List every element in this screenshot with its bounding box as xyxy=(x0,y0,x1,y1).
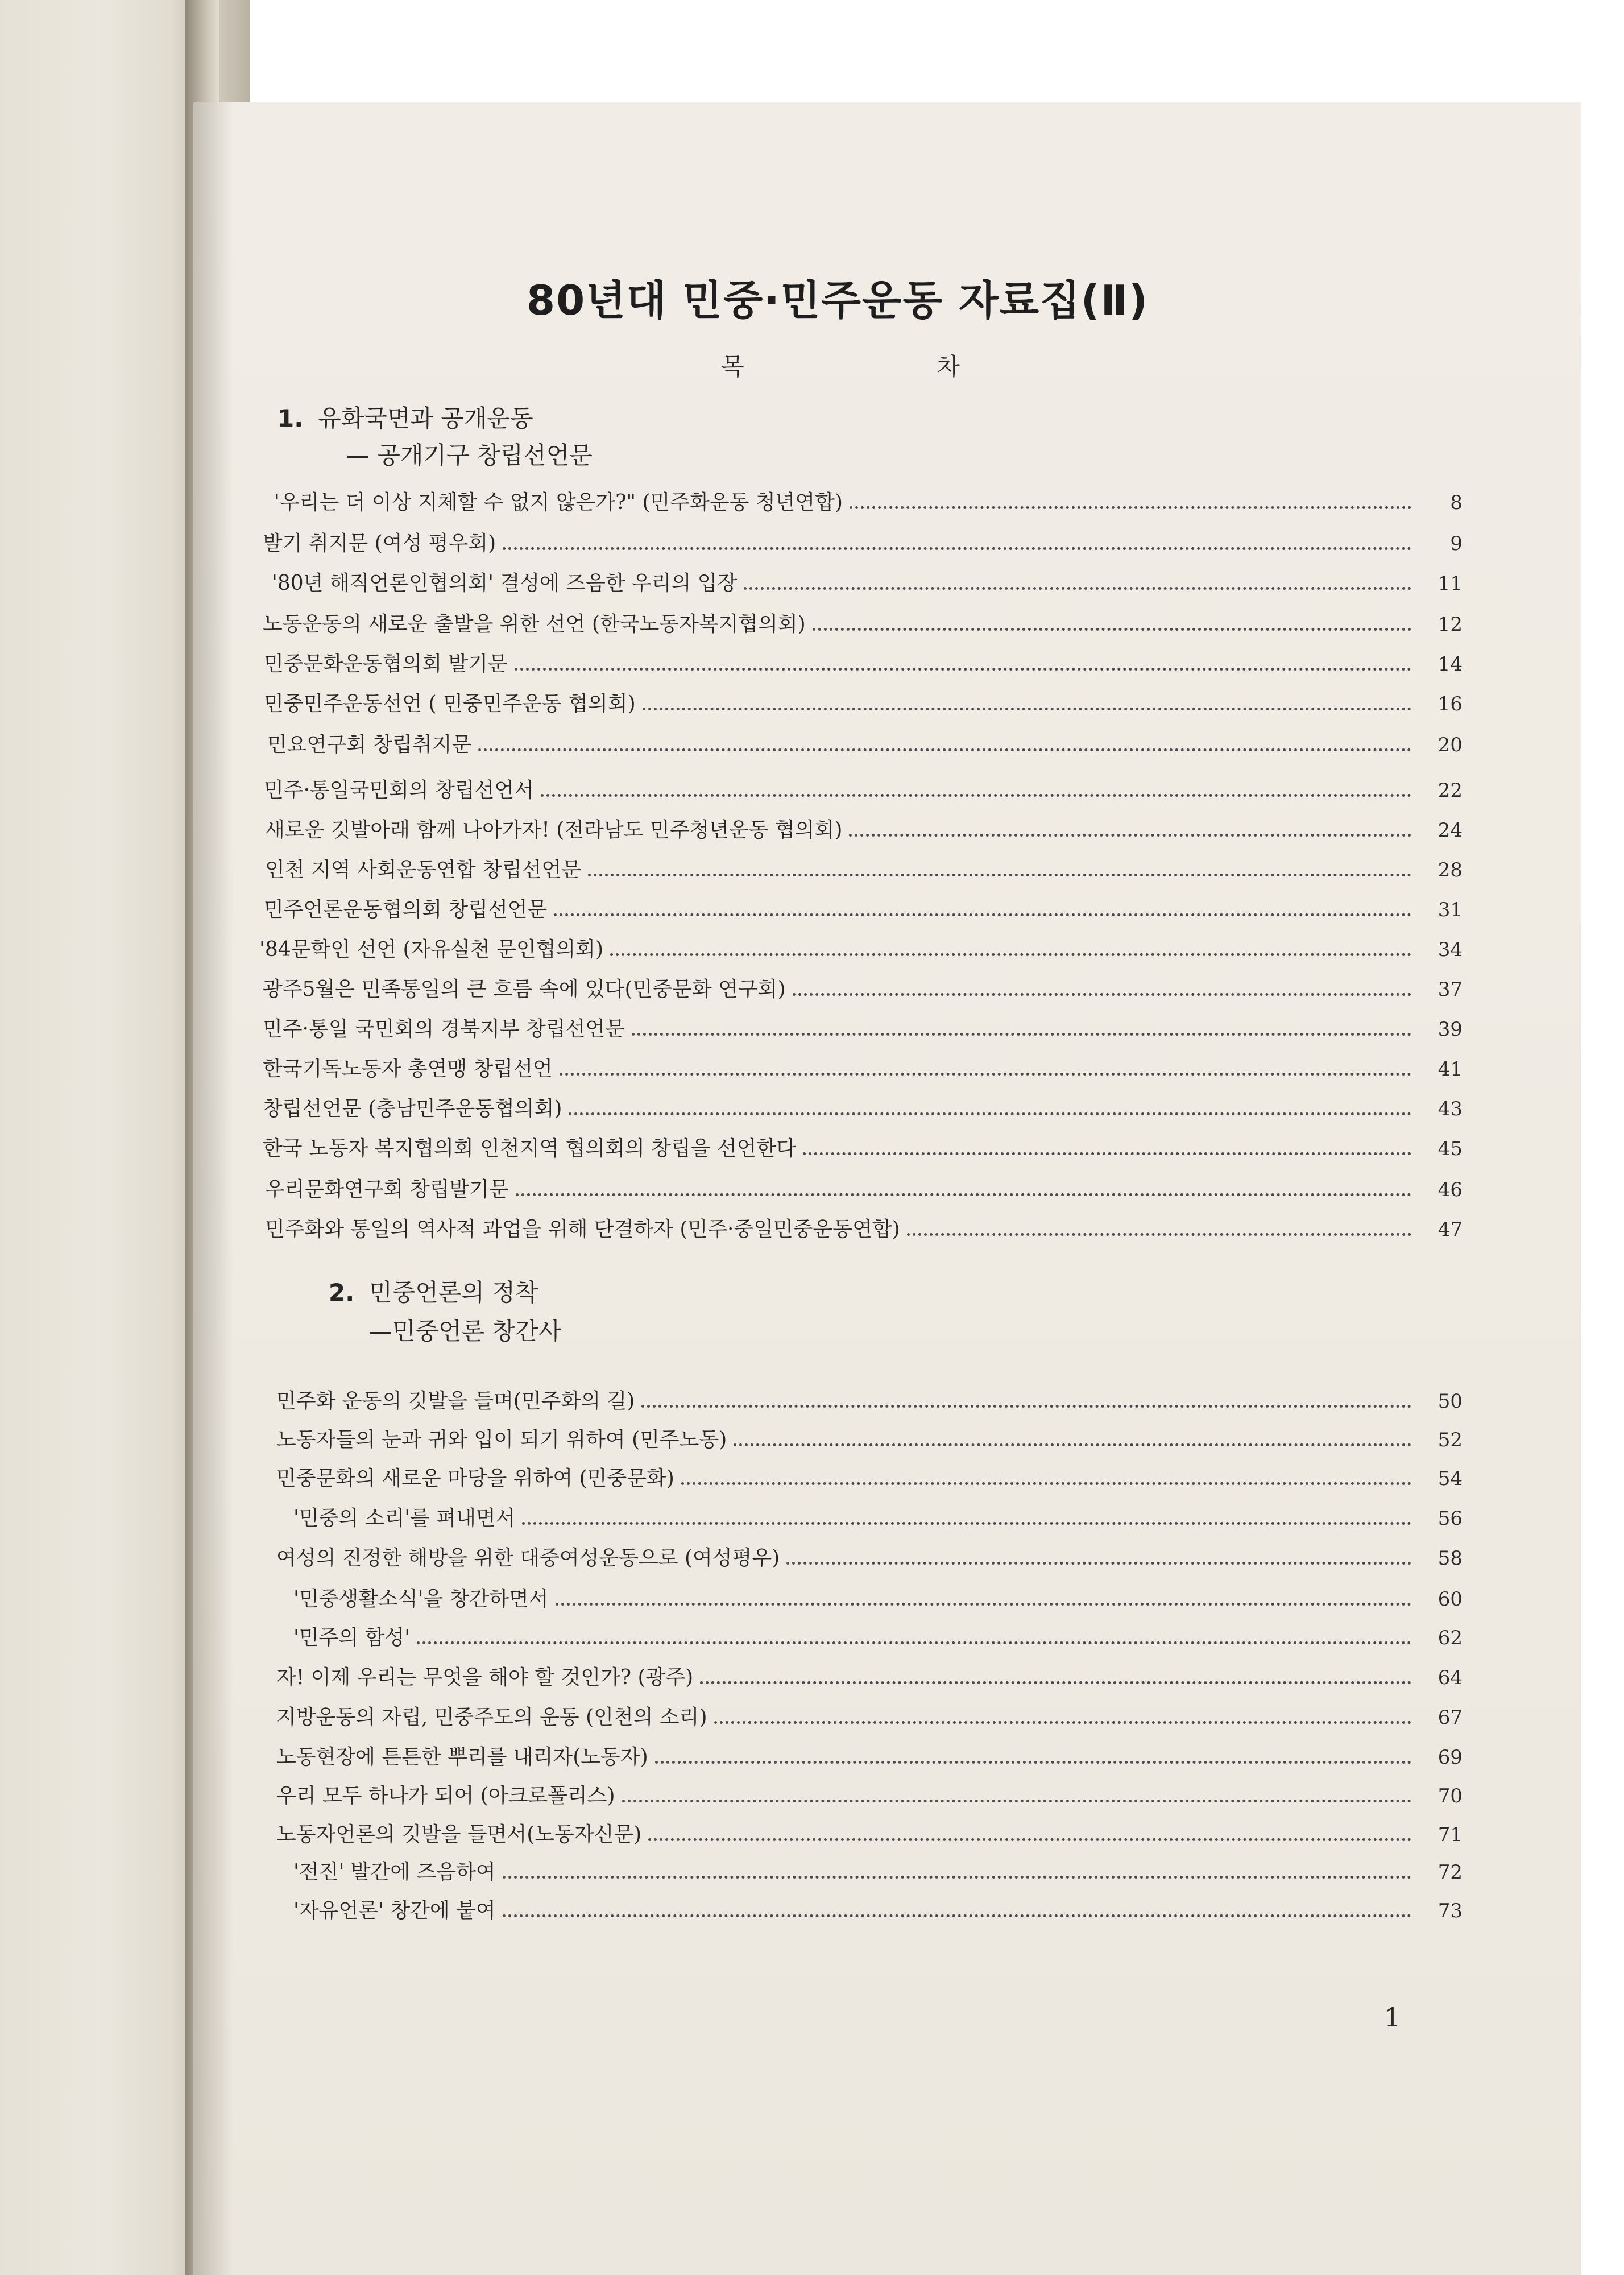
toc-entry-title: '민중생활소식'을 창간하면서 xyxy=(293,1587,549,1611)
dot-leader xyxy=(641,1405,1411,1408)
section-2-title-text: 민중언론의 정착 xyxy=(369,1279,538,1306)
toc-entry xyxy=(276,1430,1463,1450)
toc-entry-title: 우리문화연구회 창립발기문 xyxy=(265,1178,509,1201)
dot-leader xyxy=(554,913,1411,916)
toc-entry xyxy=(274,493,1463,513)
toc-entry-page: 60 xyxy=(1437,1588,1463,1611)
toc-entry xyxy=(263,1099,1463,1119)
toc-entry-title: '전진' 발간에 즈음하여 xyxy=(293,1860,496,1884)
dot-leader xyxy=(907,1233,1411,1236)
toc-entry-page: 16 xyxy=(1437,693,1463,715)
dot-leader xyxy=(541,794,1411,797)
toc-entry-title: 한국기독노동자 총연맹 창립선언 xyxy=(263,1057,553,1081)
section-2-title xyxy=(329,1274,538,1308)
toc-entry-page: 14 xyxy=(1437,653,1463,676)
dot-leader xyxy=(515,668,1411,671)
toc-entry-page: 20 xyxy=(1437,734,1463,756)
toc-entry-page: 43 xyxy=(1437,1098,1463,1120)
dot-leader xyxy=(569,1112,1411,1115)
toc-entry xyxy=(276,1391,1463,1412)
toc-entry-title: 민주·통일국민회의 창립선언서 xyxy=(264,779,534,802)
toc-entry xyxy=(276,1825,1463,1845)
dot-leader xyxy=(643,708,1411,710)
toc-entry xyxy=(263,533,1463,554)
toc-entry-page: 24 xyxy=(1437,819,1463,842)
toc-entry xyxy=(265,820,1463,841)
section-1-title xyxy=(277,400,533,434)
section-1-subtitle: — 공개기구 창립선언문 xyxy=(346,441,593,469)
page-title: 80년대 민중·민주운동 자료집(Ⅱ) xyxy=(527,276,1149,324)
dot-leader xyxy=(522,1522,1411,1525)
dot-leader xyxy=(681,1482,1411,1485)
toc-entry-title: '84문학인 선언 (자유실천 문인협의회) xyxy=(259,938,603,961)
dot-leader xyxy=(560,1073,1411,1076)
toc-entry-title: 새로운 깃발아래 함께 나아가자! (전라남도 민주청년운동 협의회) xyxy=(265,818,843,842)
toc-entry xyxy=(276,1469,1463,1489)
toc-entry-title: 우리 모두 하나가 되어 (아크로폴리스) xyxy=(276,1784,615,1807)
toc-entry-page: 11 xyxy=(1437,572,1463,595)
toc-entry-title: 민주·통일 국민회의 경북지부 창립선언문 xyxy=(263,1017,625,1041)
toc-entry-page: 72 xyxy=(1437,1861,1463,1884)
toc-heading xyxy=(721,348,960,382)
toc-entry-page: 31 xyxy=(1437,899,1463,921)
dot-leader xyxy=(503,1876,1411,1879)
page-curl-shadow xyxy=(193,102,233,2275)
dot-leader xyxy=(478,748,1411,751)
dot-leader xyxy=(417,1641,1411,1644)
dot-leader xyxy=(849,834,1411,837)
toc-entry xyxy=(265,1219,1463,1240)
dot-leader xyxy=(503,547,1411,550)
toc-entry xyxy=(293,1508,1463,1529)
toc-entry-title: 민주언론운동협의회 창립선언문 xyxy=(264,898,548,921)
toc-entry-title: 한국 노동자 복지협의회 인천지역 협의회의 창립을 선언한다 xyxy=(263,1137,797,1160)
toc-entry-page: 9 xyxy=(1450,532,1463,555)
toc-entry-page: 34 xyxy=(1437,938,1463,961)
toc-entry-page: 8 xyxy=(1450,491,1463,514)
toc-entry xyxy=(263,1139,1463,1159)
dot-leader xyxy=(803,1152,1411,1155)
toc-entry-page: 58 xyxy=(1437,1547,1463,1570)
toc-entry xyxy=(263,1059,1463,1079)
toc-entry-page: 67 xyxy=(1437,1706,1463,1729)
toc-entry xyxy=(276,1548,1463,1569)
toc-entry-page: 56 xyxy=(1437,1507,1463,1530)
toc-entry xyxy=(276,1668,1463,1688)
dot-leader xyxy=(622,1800,1411,1802)
toc-entry-page: 73 xyxy=(1437,1900,1463,1922)
toc-heading-char-2: 차 xyxy=(937,353,960,380)
toc-entry-title: 지방운동의 자립, 민중주도의 운동 (인천의 소리) xyxy=(276,1706,707,1729)
toc-entry-page: 47 xyxy=(1437,1218,1463,1241)
toc-entry xyxy=(264,694,1463,714)
dot-leader xyxy=(632,1033,1411,1036)
dot-leader xyxy=(556,1603,1411,1606)
toc-entry-title: 인천 지역 사회운동연합 창립선언문 xyxy=(265,858,581,882)
toc-heading-char-1: 목 xyxy=(721,353,744,380)
toc-entry xyxy=(267,735,1463,755)
toc-entry-page: 52 xyxy=(1437,1429,1463,1451)
toc-entry-page: 54 xyxy=(1437,1467,1463,1490)
toc-entry-title: '80년 해직언론인협의회' 결성에 즈음한 우리의 입장 xyxy=(272,572,738,595)
section-2-subtitle: —민중언론 창간사 xyxy=(368,1317,562,1345)
toc-entry-title: 민중문화운동협의회 발기문 xyxy=(264,652,508,676)
toc-entry xyxy=(276,1707,1463,1728)
toc-entry xyxy=(272,573,1463,594)
toc-entry-title: 민중문화의 새로운 마당을 위하여 (민중문화) xyxy=(276,1467,674,1490)
section-1-title-text: 유화국면과 공개운동 xyxy=(318,404,533,432)
toc-entry-page: 71 xyxy=(1437,1823,1463,1846)
toc-entry-page: 50 xyxy=(1437,1390,1463,1413)
toc-entry-title: '민주의 함성' xyxy=(293,1626,411,1649)
toc-entry xyxy=(263,1019,1463,1040)
dot-leader xyxy=(648,1838,1411,1841)
toc-entry-page: 22 xyxy=(1437,779,1463,802)
toc-entry xyxy=(293,1901,1463,1921)
toc-entry xyxy=(264,900,1463,920)
toc-entry-page: 64 xyxy=(1437,1666,1463,1689)
toc-entry xyxy=(265,1180,1463,1200)
toc-entry xyxy=(293,1589,1463,1610)
toc-entry xyxy=(276,1747,1463,1768)
toc-entry-title: 노동자들의 눈과 귀와 입이 되기 위하여 (민주노동) xyxy=(276,1428,727,1451)
dot-leader xyxy=(744,587,1411,590)
toc-entry xyxy=(293,1628,1463,1648)
toc-entry-page: 70 xyxy=(1437,1785,1463,1807)
toc-entry xyxy=(264,654,1463,675)
toc-entry-page: 12 xyxy=(1437,613,1463,636)
dot-leader xyxy=(714,1721,1412,1724)
toc-entry-title: '자유언론' 창간에 붙여 xyxy=(293,1899,496,1922)
toc-entry xyxy=(293,1862,1463,1883)
toc-entry-page: 62 xyxy=(1437,1627,1463,1649)
toc-entry xyxy=(263,614,1463,635)
toc-entry-title: 민중민주운동선언 ( 민중민주운동 협의회) xyxy=(264,692,636,715)
toc-entry-title: '민중의 소리'를 펴내면서 xyxy=(293,1507,516,1530)
dot-leader xyxy=(655,1761,1411,1764)
toc-entry-title: 민주화와 통일의 역사적 과업을 위해 단결하자 (민주·중일민중운동연합) xyxy=(265,1218,900,1241)
toc-entry-title: '우리는 더 이상 지체할 수 없지 않은가?" (민주화운동 청년연합) xyxy=(274,491,843,514)
toc-entry xyxy=(264,780,1463,801)
dot-leader xyxy=(850,506,1411,509)
toc-entry-title: 여성의 진정한 해방을 위한 대중여성운동으로 (여성평우) xyxy=(276,1546,780,1570)
toc-entry-title: 민요연구회 창립취지문 xyxy=(267,733,472,756)
dot-leader xyxy=(503,1914,1411,1917)
dot-leader xyxy=(813,628,1411,631)
toc-entry-page: 41 xyxy=(1437,1058,1463,1081)
section-1-number: 1. xyxy=(277,404,304,432)
toc-entry xyxy=(276,1786,1463,1806)
page-number: 1 xyxy=(1384,2002,1401,2033)
toc-entry-title: 자! 이제 우리는 무엇을 해야 할 것인가? (광주) xyxy=(276,1666,694,1689)
dot-leader xyxy=(516,1193,1411,1196)
toc-entry-title: 발기 취지문 (여성 평우회) xyxy=(263,532,496,555)
dot-leader xyxy=(786,1562,1411,1565)
toc-entry-title: 민주화 운동의 깃발을 들며(민주화의 길) xyxy=(276,1389,635,1413)
dot-leader xyxy=(700,1681,1411,1684)
toc-entry-page: 37 xyxy=(1437,978,1463,1001)
toc-entry-page: 28 xyxy=(1437,859,1463,882)
toc-entry-title: 광주5월은 민족통일의 큰 흐름 속에 있다(민중문화 연구회) xyxy=(263,978,786,1001)
dot-leader xyxy=(734,1443,1411,1446)
toc-entry-page: 46 xyxy=(1437,1178,1463,1201)
toc-entry-page: 45 xyxy=(1437,1138,1463,1160)
toc-entry xyxy=(263,979,1463,1000)
toc-entry-title: 창립선언문 (충남민주운동협의회) xyxy=(263,1097,562,1120)
dot-leader xyxy=(588,874,1411,876)
dot-leader xyxy=(610,953,1411,956)
section-2-number: 2. xyxy=(329,1279,355,1306)
toc-entry-title: 노동운동의 새로운 출발을 위한 선언 (한국노동자복지협의회) xyxy=(263,613,806,636)
toc-entry-title: 노동현장에 튼튼한 뿌리를 내리자(노동자) xyxy=(276,1745,648,1769)
toc-entry-page: 39 xyxy=(1437,1018,1463,1041)
dot-leader xyxy=(793,993,1411,996)
toc-entry-page: 69 xyxy=(1437,1746,1463,1769)
toc-entry xyxy=(259,940,1463,960)
toc-entry-title: 노동자언론의 깃발을 들면서(노동자신문) xyxy=(276,1823,642,1846)
toc-entry xyxy=(265,860,1463,880)
